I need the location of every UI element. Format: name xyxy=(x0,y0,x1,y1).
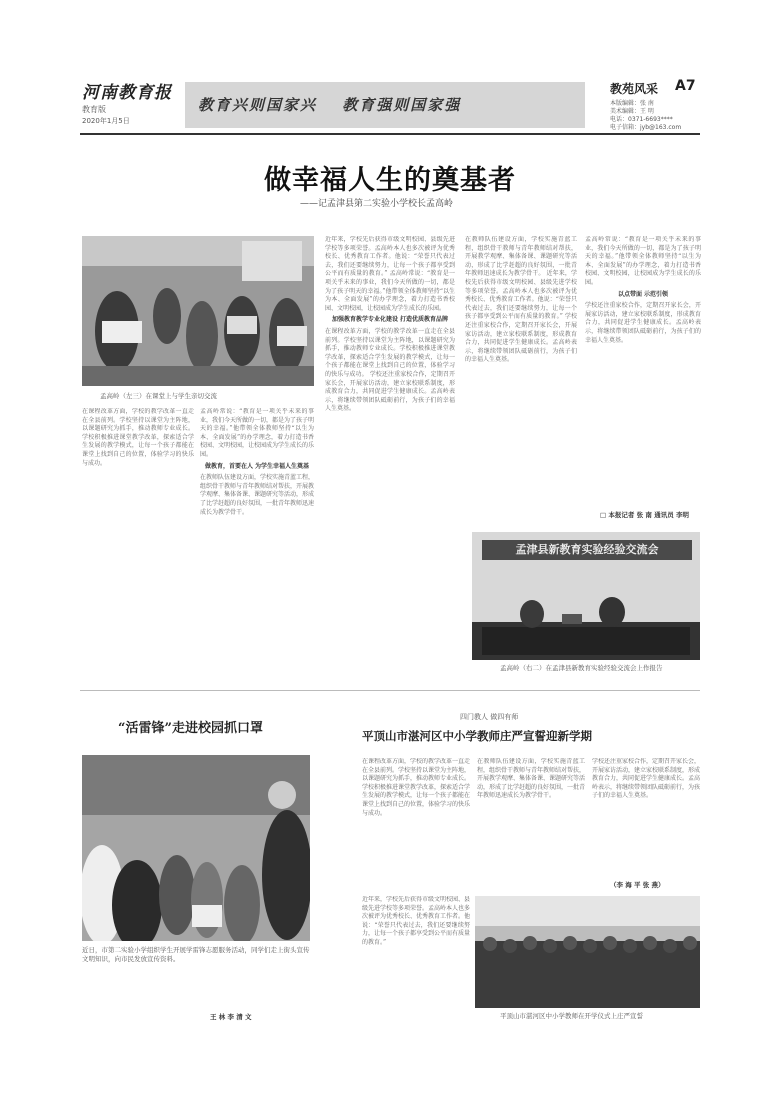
article-column: 在教师队伍建设方面，学校实施青蓝工程，组织骨干教师与青年教师结对帮扶，开展教学观摩、集体备课、课题研究等活动，形成了比学赶超的良好氛围，一批青年教师迅速成长为教学骨干。 xyxy=(477,758,585,800)
section-subhead: 加强教育教学专业化建设 打造优质教育品牌 xyxy=(331,316,449,324)
column-text: 孟高岭常说：“教育是一项关乎未来的事业，我们今天所做的一切，都是为了孩子明天的幸福。”他带领全体教师坚持“以生为本、全面发展”的办学理念，着力打造书香校园、文明校园，让校园成为学生成长的乐园。 xyxy=(325,270,455,312)
article-column: 近年来，学校先后获得市级文明校园、县级先进学校等多项荣誉。孟高岭本人也多次被评为优秀校长、优秀教育工作者。他说：“荣誉只代表过去，我们还要继续努力，让每一个孩子都享受到公平而有质量的教育。” xyxy=(362,896,470,946)
editor-line: 电子信箱：jyb@163.com xyxy=(610,124,682,131)
story-headline: 平顶山市湛河区中小学教师庄严宣誓迎新学期 xyxy=(362,729,592,743)
story-byline: 王 林 李 清 文 xyxy=(210,1013,252,1021)
section-divider xyxy=(80,690,700,691)
conference-photo xyxy=(472,532,700,660)
conference-scene xyxy=(472,532,700,660)
newspaper-logo: 河南教育报 xyxy=(82,83,172,103)
editor-line: 本版编辑：张 南 xyxy=(610,100,654,107)
students-photo xyxy=(82,755,310,941)
main-subhead: ——记孟津县第二实验小学校长孟高岭 xyxy=(300,199,454,209)
editor-line: 电话：0371-6693**** xyxy=(610,116,673,123)
column-text: 孟高岭常说：“教育是一项关乎未来的事业，我们今天所做的一切，都是为了孩子明天的幸福。”他带领全体教师坚持“以生为本、全面发展”的办学理念，着力打造书香校园、文明校园，让校园成为学生成长的乐园。 xyxy=(200,408,314,458)
photo-caption: 孟高岭（右二）在孟津县新教育实验经验交流会上作报告 xyxy=(500,664,663,672)
article-column xyxy=(325,236,455,680)
column-text: 学校还注重家校合作，定期召开家长会，开展家访活动，建立家校联系制度，形成教育合力，共同促进学生健康成长。孟高岭表示，将继续带领团队砥砺前行，为孩子们的幸福人生奠基。 xyxy=(465,313,577,364)
editor-line: 美术编辑：王 明 xyxy=(610,108,654,115)
column-text: 近年来，学校先后获得市级文明校园、县级先进学校等多项荣誉。孟高岭本人也多次被评为优秀校长、优秀教育工作者。他说：“荣誉只代表过去，我们还要继续努力，让每一个孩子都享受到公平而有质量的教育。” xyxy=(325,236,455,278)
column-text: 在课程改革方面，学校的教学改革一直走在全县前列。学校坚持以课堂为主阵地，以课题研究为抓手，推动教师专业成长。学校积极推进课堂教学改革，探索适合学生发展的教学模式，让每一个孩子都能在课堂上找到自己的位置，体验学习的快乐与成功。 xyxy=(325,327,455,378)
oath-photo xyxy=(475,896,700,1008)
photo-caption: 孟高岭（左三）在课堂上与学生亲切交流 xyxy=(100,392,217,400)
story-byline: （李 海 平 张 燕） xyxy=(610,881,665,889)
issue-date: 2020年1月5日 xyxy=(82,117,130,125)
main-headline: 做幸福人生的奠基者 xyxy=(264,165,516,196)
section-name: 教苑风采 xyxy=(610,82,659,96)
article-column: 在课程改革方面，学校的教学改革一直走在全县前列。学校坚持以课堂为主阵地，以课题研究为抓手，推动教师专业成长。学校积极推进课堂教学改革，探索适合学生发展的教学模式，让每一个孩子都能在课堂上找到自己的位置，体验学习的快乐与成功。 xyxy=(362,758,470,817)
story-headline: “活雷锋”走进校园抓口罩 xyxy=(118,721,263,736)
article-column: 在课程改革方面，学校的教学改革一直走在全县前列。学校坚持以课堂为主阵地，以课题研究为抓手，推动教师专业成长。学校积极推进课堂教学改革，探索适合学生发展的教学模式，让每一个孩子都能在课堂上找到自己的位置，体验学习的快乐与成功。 xyxy=(82,408,194,467)
article-byline: □ 本报记者 张 南 通讯员 李明 xyxy=(600,511,689,519)
page-number: A7 xyxy=(675,78,696,94)
slogan-text: 教育兴则国家兴 教育强则国家强 xyxy=(198,96,462,114)
article-column: 学校还注重家校合作，定期召开家长会，开展家访活动，建立家校联系制度，形成教育合力，共同促进学生健康成长。孟高岭表示，将继续带领团队砥砺前行，为孩子们的幸福人生奠基。 xyxy=(592,758,700,800)
column-text: 孟高岭常说：“教育是一项关乎未来的事业，我们今天所做的一切，都是为了孩子明天的幸福。”他带领全体教师坚持“以生为本、全面发展”的办学理念，着力打造书香校园、文明校园，让校园成为学生成长的乐园。 xyxy=(585,236,701,286)
section-subhead: 做教育，首要在人 为学生幸福人生奠基 xyxy=(204,462,310,470)
article-column xyxy=(200,408,314,680)
conference-banner: 孟津县新教育实验经验交流会 xyxy=(482,540,692,560)
masthead-rule xyxy=(80,133,700,135)
column-text: 学校还注重家校合作，定期召开家长会，开展家访活动，建立家校联系制度，形成教育合力，共同促进学生健康成长。孟高岭表示，将继续带领团队砥砺前行，为孩子们的幸福人生奠基。 xyxy=(585,302,701,344)
section-subhead: 以点带面 示范引领 xyxy=(617,290,669,298)
article-column xyxy=(465,236,577,526)
classroom-photo xyxy=(82,236,314,386)
column-text: 学校还注重家校合作，定期召开家长会，开展家访活动，建立家校联系制度，形成教育合力，共同促进学生健康成长。孟高岭表示，将继续带领团队砥砺前行，为孩子们的幸福人生奠基。 xyxy=(325,370,455,413)
article-column xyxy=(585,236,701,526)
edition-label: 教育版 xyxy=(82,105,106,114)
photo-caption: 平顶山市湛河区中小学教师在开学仪式上庄严宣誓 xyxy=(500,1012,643,1020)
story-kicker: 四门教人 做四有师 xyxy=(460,713,519,721)
photo-caption: 近日，市第二实验小学组织学生开展学雷锋志愿服务活动，同学们走上街头宣传文明知识，向市民发放宣传资料。 xyxy=(82,946,310,963)
column-text: 近年来，学校先后获得市级文明校园、县级先进学校等多项荣誉。孟高岭本人也多次被评为优秀校长、优秀教育工作者。他说：“荣誉只代表过去，我们还要继续努力，让每一个孩子都享受到公平而有质量的教育。” xyxy=(465,270,577,321)
column-text: 在教师队伍建设方面，学校实施青蓝工程，组织骨干教师与青年教师结对帮扶，开展教学观摩、集体备课、课题研究等活动，形成了比学赶超的良好氛围，一批青年教师迅速成长为教学骨干。 xyxy=(200,474,314,516)
column-text: 在教师队伍建设方面，学校实施青蓝工程，组织骨干教师与青年教师结对帮扶，开展教学观摩、集体备课、课题研究等活动，形成了比学赶超的良好氛围，一批青年教师迅速成长为教学骨干。 xyxy=(465,236,577,278)
